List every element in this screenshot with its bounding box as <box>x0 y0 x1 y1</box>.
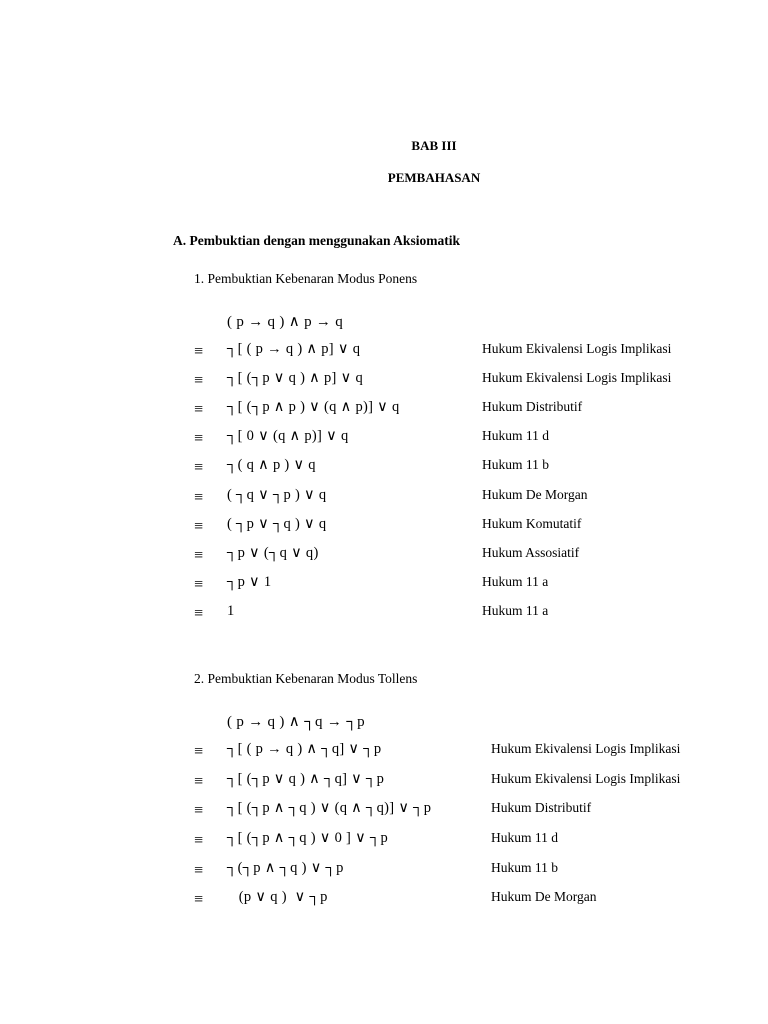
proof2-statement: ( p → q ) ∧ ┐q → ┐p <box>227 714 365 730</box>
step-reason: Hukum 11 a <box>482 603 549 618</box>
equivalence-symbol: ≡ <box>194 459 204 476</box>
step-expression: ┐[ ( p → q ) ∧ ┐q] ∨ ┐p <box>227 741 382 757</box>
step-expression: ┐( q ∧ p ) ∨ q <box>227 457 316 473</box>
equivalence-symbol: ≡ <box>194 489 204 506</box>
step-expression: ┐[ 0 ∨ (q ∧ p)] ∨ q <box>227 428 349 444</box>
equivalence-symbol: ≡ <box>194 430 204 447</box>
step-reason: Hukum Komutatif <box>482 516 582 531</box>
equivalence-symbol: ≡ <box>194 743 204 760</box>
step-expression: (p ∨ q ) ∨ ┐p <box>227 889 328 905</box>
equivalence-symbol: ≡ <box>194 372 204 389</box>
equivalence-symbol: ≡ <box>194 891 204 908</box>
proof1-step <box>0 341 768 365</box>
chapter-number: BAB III <box>411 138 457 153</box>
equivalence-symbol: ≡ <box>194 576 204 593</box>
proof2-step <box>0 771 768 795</box>
step-reason: Hukum Ekivalensi Logis Implikasi <box>482 341 672 356</box>
equivalence-symbol: ≡ <box>194 605 204 622</box>
proof2-step <box>0 741 768 765</box>
step-reason: Hukum 11 a <box>482 574 549 589</box>
equivalence-symbol: ≡ <box>194 773 204 790</box>
chapter-title: PEMBAHASAN <box>387 170 481 185</box>
proof1-step <box>0 428 768 452</box>
proof1-step <box>0 516 768 540</box>
proof1-step <box>0 457 768 481</box>
equivalence-symbol: ≡ <box>194 518 204 535</box>
step-expression: ( ┐p ∨ ┐q ) ∨ q <box>227 516 327 532</box>
proof2-step <box>0 800 768 824</box>
equivalence-symbol: ≡ <box>194 343 204 360</box>
equivalence-symbol: ≡ <box>194 401 204 418</box>
proof2-step <box>0 889 768 913</box>
step-reason: Hukum Assosiatif <box>482 545 580 560</box>
step-reason: Hukum Distributif <box>491 800 592 815</box>
step-expression: 1 <box>227 603 235 619</box>
step-reason: Hukum Ekivalensi Logis Implikasi <box>482 370 672 385</box>
equivalence-symbol: ≡ <box>194 832 204 849</box>
equivalence-symbol: ≡ <box>194 862 204 879</box>
proof1-step <box>0 370 768 394</box>
step-expression: ┐[ (┐p ∧ ┐q ) ∨ 0 ] ∨ ┐p <box>227 830 389 846</box>
proof1-statement: ( p → q ) ∧ p → q <box>227 314 344 330</box>
step-expression: ┐[ (┐p ∧ p ) ∨ (q ∧ p)] ∨ q <box>227 399 400 415</box>
step-expression: ┐[ ( p → q ) ∧ p] ∨ q <box>227 341 361 357</box>
step-expression: ┐[ (┐p ∨ q ) ∧ p] ∨ q <box>227 370 363 386</box>
step-reason: Hukum Distributif <box>482 399 583 414</box>
proof2-step <box>0 830 768 854</box>
section-heading: A. Pembuktian dengan menggunakan Aksiomatik <box>173 233 460 248</box>
proof1-step <box>0 487 768 511</box>
proof1-step <box>0 545 768 569</box>
proof1-step <box>0 399 768 423</box>
proof2-heading: 2. Pembuktian Kebenaran Modus Tollens <box>194 671 418 686</box>
proof1-step <box>0 603 768 627</box>
equivalence-symbol: ≡ <box>194 547 204 564</box>
step-expression: ┐p ∨ 1 <box>227 574 272 590</box>
step-expression: ┐[ (┐p ∨ q ) ∧ ┐q] ∨ ┐p <box>227 771 385 787</box>
step-expression: ┐[ (┐p ∧ ┐q ) ∨ (q ∧ ┐q)] ∨ ┐p <box>227 800 432 816</box>
step-reason: Hukum 11 b <box>491 860 558 875</box>
step-reason: Hukum De Morgan <box>491 889 597 904</box>
proof2-step <box>0 860 768 884</box>
proof1-step <box>0 574 768 598</box>
step-reason: Hukum Ekivalensi Logis Implikasi <box>491 741 681 756</box>
step-reason: Hukum 11 b <box>482 457 549 472</box>
step-expression: ┐(┐p ∧ ┐q ) ∨ ┐p <box>227 860 344 876</box>
proof1-heading: 1. Pembuktian Kebenaran Modus Ponens <box>194 271 418 286</box>
step-expression: ( ┐q ∨ ┐p ) ∨ q <box>227 487 327 503</box>
step-reason: Hukum De Morgan <box>482 487 588 502</box>
step-reason: Hukum Ekivalensi Logis Implikasi <box>491 771 681 786</box>
equivalence-symbol: ≡ <box>194 802 204 819</box>
step-reason: Hukum 11 d <box>482 428 549 443</box>
step-expression: ┐p ∨ (┐q ∨ q) <box>227 545 319 561</box>
step-reason: Hukum 11 d <box>491 830 558 845</box>
